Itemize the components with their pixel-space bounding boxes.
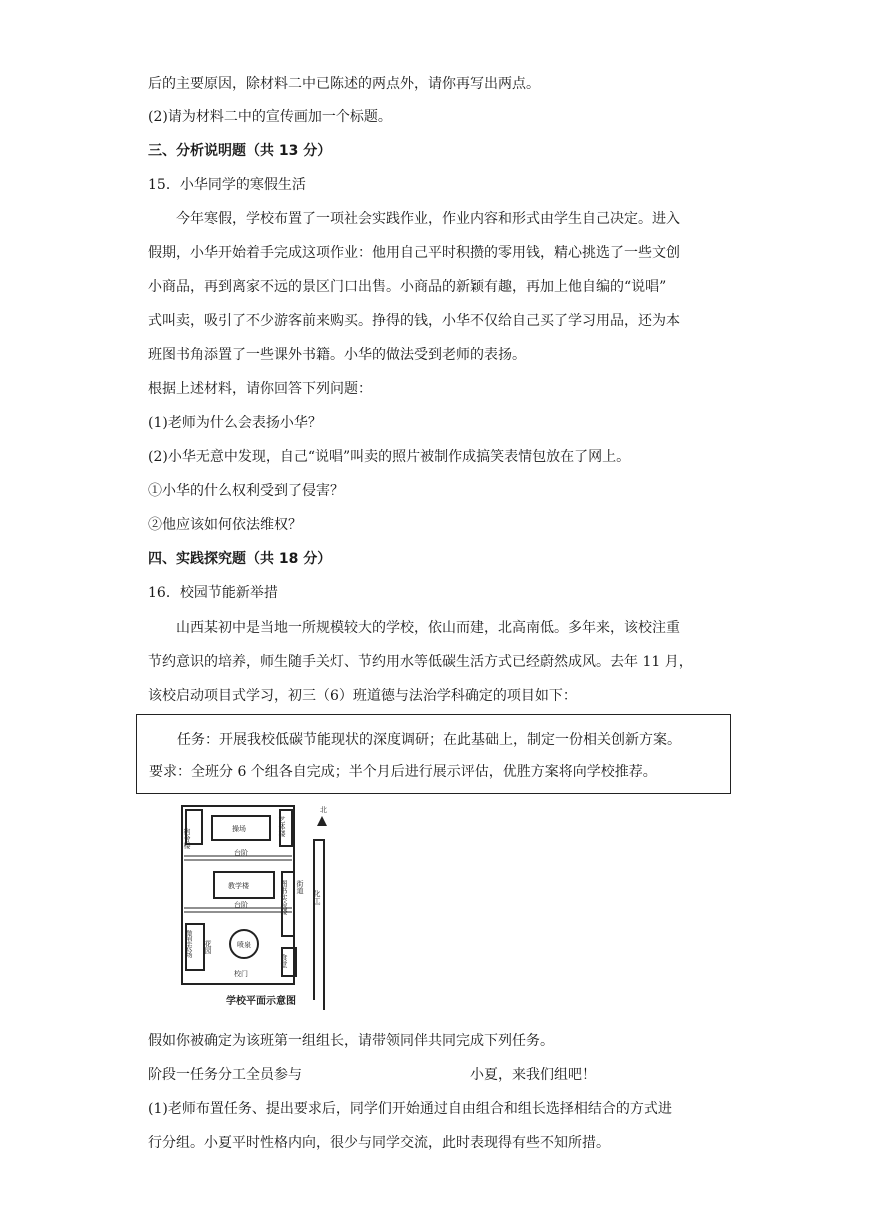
paragraph-line: 节约意识的培养，师生随手关灯、节约用水等低碳生活方式已经蔚然成风。去年 11 月， <box>148 654 693 670</box>
paragraph-line: 该校启动项目式学习，初三（6）班道德与法治学科确定的项目如下： <box>148 688 577 704</box>
map-label-canteen: 食堂 <box>280 954 288 968</box>
map-label-field: 操场 <box>232 825 246 833</box>
map-label-gate: 校门 <box>234 970 248 978</box>
task-line: 任务：开展我校低碳节能现状的深度调研；在此基础上，制定一份相关创新方案。 <box>177 732 681 748</box>
map-label-steps-2: 台阶 <box>234 901 248 909</box>
paragraph-line: 山西某初中是当地一所规模较大的学校，依山而建，北高南低。多年来，该校注重 <box>176 620 680 636</box>
map-label-farm: 微型农场 <box>185 930 193 958</box>
paragraph-line: 假期，小华开始着手完成这项作业：他用自己平时积攒的零用钱，精心挑选了一些文创 <box>148 245 680 261</box>
question-part: (1)老师为什么会表扬小华？ <box>148 415 322 431</box>
question-part: ②他应该如何依法维权？ <box>148 517 302 533</box>
map-label-garden: 花园 <box>204 940 212 954</box>
map-label-north: 北 <box>320 806 327 814</box>
question-title: 16．校园节能新举措 <box>148 585 278 601</box>
stage-title: 阶段一任务分工全员参与 <box>148 1067 302 1083</box>
school-map <box>174 800 344 1010</box>
map-label-dorm: 宿舍楼 <box>183 828 191 849</box>
text-line: 后的主要原因，除材料二中已陈述的两点外，请你再写出两点。 <box>148 76 540 92</box>
paragraph-line: 小商品，再到离家不远的景区门口出售。小商品的新颖有趣，再加上他自编的“说唱” <box>148 279 667 295</box>
text-line: 假如你被确定为该班第一组组长，请带领同伴共同完成下列任务。 <box>148 1033 554 1049</box>
paragraph-line: 今年寒假，学校布置了一项社会实践作业，作业内容和形式由学生自己决定。进入 <box>176 211 680 227</box>
map-label-street: 街道 <box>296 880 304 894</box>
requirement-line: 要求：全班分 6 个组各自完成；半个月后进行展示评估，优胜方案将向学校推荐。 <box>149 764 657 780</box>
map-label-fountain: 喷泉 <box>237 941 251 949</box>
map-label-art: 艺体楼 <box>278 816 286 837</box>
map-label-factory: 化工厂 <box>313 890 321 911</box>
paragraph-line: 班图书角添置了一些课外书籍。小华的做法受到老师的表扬。 <box>148 347 526 363</box>
paragraph-line: (1)老师布置任务、提出要求后，同学们开始通过自由组合和组长选择相结合的方式进 <box>148 1101 672 1117</box>
question-title: 15．小华同学的寒假生活 <box>148 177 306 193</box>
paragraph-line: 式叫卖，吸引了不少游客前来购买。挣得的钱，小华不仅给自己买了学习用品，还为本 <box>148 313 680 329</box>
map-label-library: 图书实验楼 <box>280 880 288 915</box>
question-part: (2)小华无意中发现，自己“说唱”叫卖的照片被制作成搞笑表情包放在了网上。 <box>148 449 631 465</box>
paragraph-line: 行分组。小夏平时性格内向，很少与同学交流，此时表现得有些不知所措。 <box>148 1135 610 1151</box>
section-heading: 四、实践探究题（共 18 分） <box>148 551 332 567</box>
map-label-steps: 台阶 <box>234 849 248 857</box>
question-part: ①小华的什么权利受到了侵害？ <box>148 483 344 499</box>
speech-text: 小夏，来我们组吧！ <box>470 1067 596 1083</box>
map-caption: 学校平面示意图 <box>226 996 296 1007</box>
section-heading: 三、分析说明题（共 13 分） <box>148 143 332 159</box>
text-line: 根据上述材料，请你回答下列问题： <box>148 381 372 397</box>
question-part: (2)请为材料二中的宣传画加一个标题。 <box>148 109 392 125</box>
map-label-teach: 教学楼 <box>228 882 249 890</box>
task-box <box>136 714 731 794</box>
